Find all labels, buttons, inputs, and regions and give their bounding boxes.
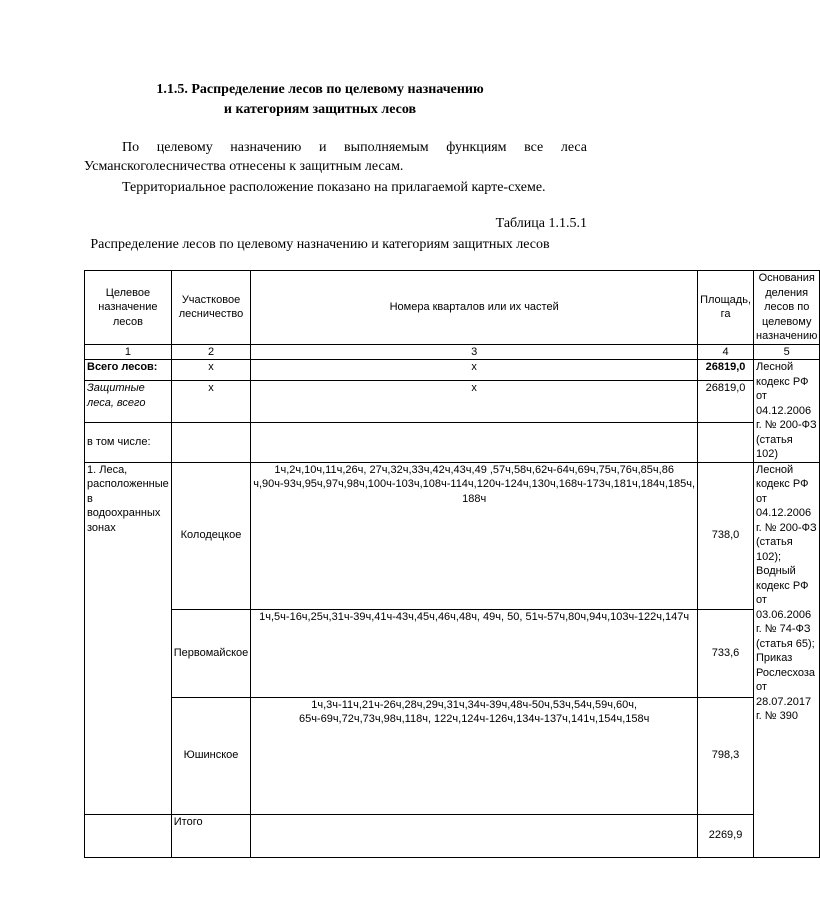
protective-quarters: х	[251, 381, 698, 422]
table-caption: Распределение лесов по целевому назначению и категориям защитных лесов	[90, 237, 550, 252]
header-purpose: Целевое назначение лесов	[85, 271, 172, 345]
header-basis: Основания деления лесов по целевому назначению	[754, 271, 820, 345]
total-quarters: х	[251, 360, 698, 381]
table-row-including	[85, 422, 820, 462]
total-district: х	[171, 360, 250, 381]
forest-distribution-table	[84, 270, 820, 858]
protective-label: Защитные леса, всего	[85, 381, 172, 422]
header-area: Площадь, га	[698, 271, 754, 345]
district-name: Первомайское	[171, 609, 250, 697]
paragraph-1-line-1: По целевому назначению и выполняемым функциям все леса	[122, 140, 587, 155]
basis-legal-acts: Лесной кодекс РФ от 04.12.2006 г. № 200-ФЗ (статья 102); Водный кодекс РФ от 03.06.2006 г. № 74-ФЗ (статья 65); Приказ Рослесхоза от 28.07.2017 г. № 390	[754, 462, 820, 857]
column-number: 5	[754, 344, 820, 360]
paragraph-1-line-2: Усманскоголесничества отнесены к защитным лесам.	[84, 159, 404, 174]
table-row-itogo	[85, 814, 820, 857]
table-row	[85, 609, 820, 697]
area-value: 733,6	[698, 609, 754, 697]
paragraph-2: Территориальное расположение показано на прилагаемой карте-схеме.	[122, 180, 546, 195]
table-number: Таблица 1.1.5.1	[495, 216, 587, 231]
quarter-numbers: 1ч,3ч-11ч,21ч-26ч,28ч,29ч,31ч,34ч-39ч,48ч-50ч,53ч,54ч,59ч,60ч, 65ч-69ч,72ч,73ч,98ч,118ч, 122ч,124ч-126ч,134ч-137ч,141ч,154ч,158ч	[251, 697, 698, 814]
protective-area: 26819,0	[698, 381, 754, 422]
area-value: 738,0	[698, 462, 754, 609]
including-label: в том числе:	[85, 422, 172, 462]
quarter-numbers: 1ч,2ч,10ч,11ч,26ч, 27ч,32ч,33ч,42ч,43ч,49 ,57ч,58ч,62ч-64ч,69ч,75ч,76ч,85ч,86 ч,90ч-93ч,95ч,97ч,98ч,100ч-103ч,108ч-114ч,120ч-124ч,130ч,168ч-173ч,181ч,184ч,185ч, 188ч	[251, 462, 698, 609]
header-quarters: Номера кварталов или их частей	[251, 271, 698, 345]
column-number: 2	[171, 344, 250, 360]
district-name: Юшинское	[171, 697, 250, 814]
column-number: 1	[85, 344, 172, 360]
section-title: 1.1.5. Распределение лесов по целевому назначению	[156, 82, 484, 97]
itogo-label: Итого	[171, 814, 250, 857]
column-number: 3	[251, 344, 698, 360]
column-number: 4	[698, 344, 754, 360]
table-row	[85, 697, 820, 814]
section-title-line2: и категориям защитных лесов	[223, 102, 417, 117]
area-value: 798,3	[698, 697, 754, 814]
district-name: Колодецкое	[171, 462, 250, 609]
table-row	[85, 462, 820, 609]
basis-forest-code: Лесной кодекс РФ от 04.12.2006 г. № 200-ФЗ (статья 102)	[754, 360, 820, 463]
quarter-numbers: 1ч,5ч-16ч,25ч,31ч-39ч,41ч-43ч,45ч,46ч,48ч, 49ч, 50, 51ч-57ч,80ч,94ч,103ч-122ч,147ч	[251, 609, 698, 697]
protective-district: х	[171, 381, 250, 422]
total-area: 26819,0	[698, 360, 754, 381]
category-label: 1. Леса, расположенные в водоохранных зонах	[85, 462, 172, 814]
total-label: Всего лесов:	[85, 360, 172, 381]
itogo-area: 2269,9	[698, 814, 754, 857]
table-row-protective	[85, 381, 820, 422]
header-district: Участковое лесничество	[171, 271, 250, 345]
column-numbers-row	[85, 344, 820, 360]
table-header-row	[85, 271, 820, 345]
table-row-total	[85, 360, 820, 381]
